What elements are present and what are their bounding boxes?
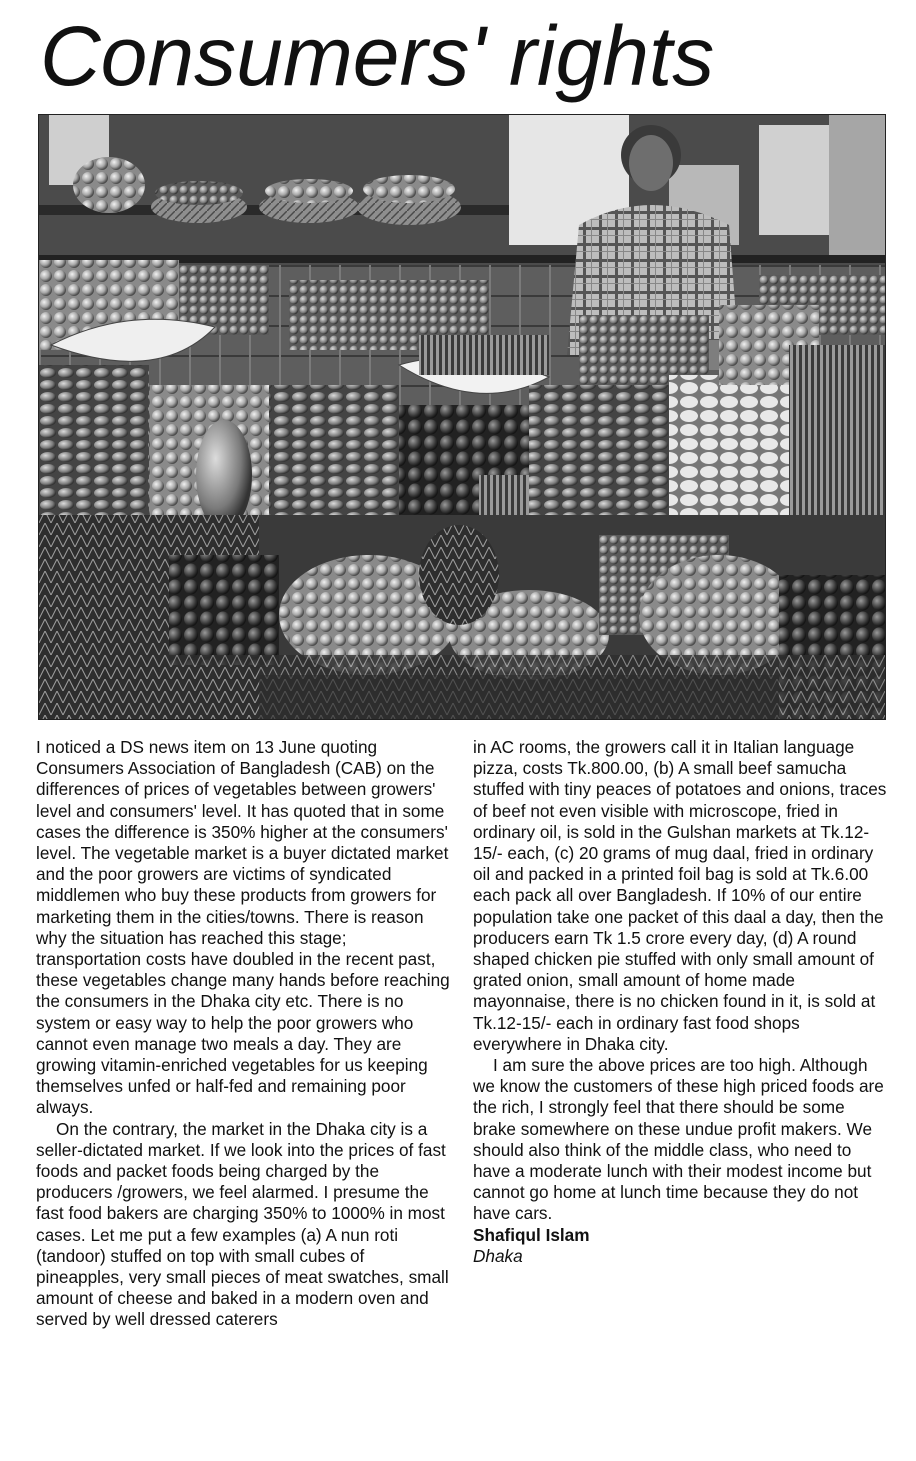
signature-name: Shafiqul Islam (473, 1224, 590, 1245)
letter-paragraph-3: in AC rooms, the growers call it in Italian language pizza, costs Tk.800.00, (b) A small beef samucha stuffed with tiny peaces of potatoes and onions, traces of beef not even visible with microscope, fried in ordinary oil, is sold in the Gulshan markets at Tk.12-15/- each, (c) 20 grams of mug daal, fried in ordinary oil and packed in a printed foil bag is sold at Tk.6.00 each pack all over Bangladesh. If 10% of our entire population take one packet of this daal a day, then the producers earn Tk 1.5 crore every day, (d) A round shaped chicken pie stuffed with only small amount of grated onion, small amount of home made mayonnaise, there is no chicken found in it, is sold at Tk.12-15/- each in ordinary fast food shops everywhere in Dhaka city. (473, 737, 887, 1054)
letter-paragraph-2: On the contrary, the market in the Dhaka city is a seller-dictated market. If we look into the prices of fast foods and packet foods being charged by the producers /growers, we feel alarmed. I presume the fast food bakers are charging 350% to 1000% in most cases. Let me put a few examples (a) A nun roti (tandoor) stuffed on top with small cubes of pineapples, very small pieces of meat swatches, small amount of cheese and baked in a modern oven and served by well dressed caterers (36, 1118, 449, 1330)
vegetable-market-photo (38, 114, 886, 720)
letter-left-column (36, 737, 450, 1331)
letter-paragraph-1: I noticed a DS news item on 13 June quoting Consumers Association of Bangladesh (CAB) on the differences of prices of vegetables between growers' level and consumers' level. It has quoted that in some cases the difference is 350% higher at the consumers' level. The vegetable market is a buyer dictated market and the poor growers are victims of syndicated middlemen who buy these products from growers for marketing them in the cities/towns. There is reason why the situation has reached this stage; transportation costs have doubled in the recent past, these vegetables change many hands before reaching the consumers in the Dhaka city etc. There is no system or easy way to help the poor growers who cannot even manage two meals a day. They are growing vitamin-enriched vegetables for us keeping themselves unfed or half-fed and remaining poor always. (36, 737, 450, 1118)
headline: Consumers' rights (40, 9, 715, 103)
letter-right-column (473, 737, 887, 1267)
signature-place: Dhaka (473, 1245, 523, 1266)
letter-paragraph-4: I am sure the above prices are too high. Although we know the customers of these high priced foods are the rich, I strongly feel that there should be some brake somewhere on these undue profit makers. We should also think of the middle class, who need to have a moderate lunch with their modest income but cannot go home at lunch time because they do not have cars. (473, 1055, 884, 1224)
